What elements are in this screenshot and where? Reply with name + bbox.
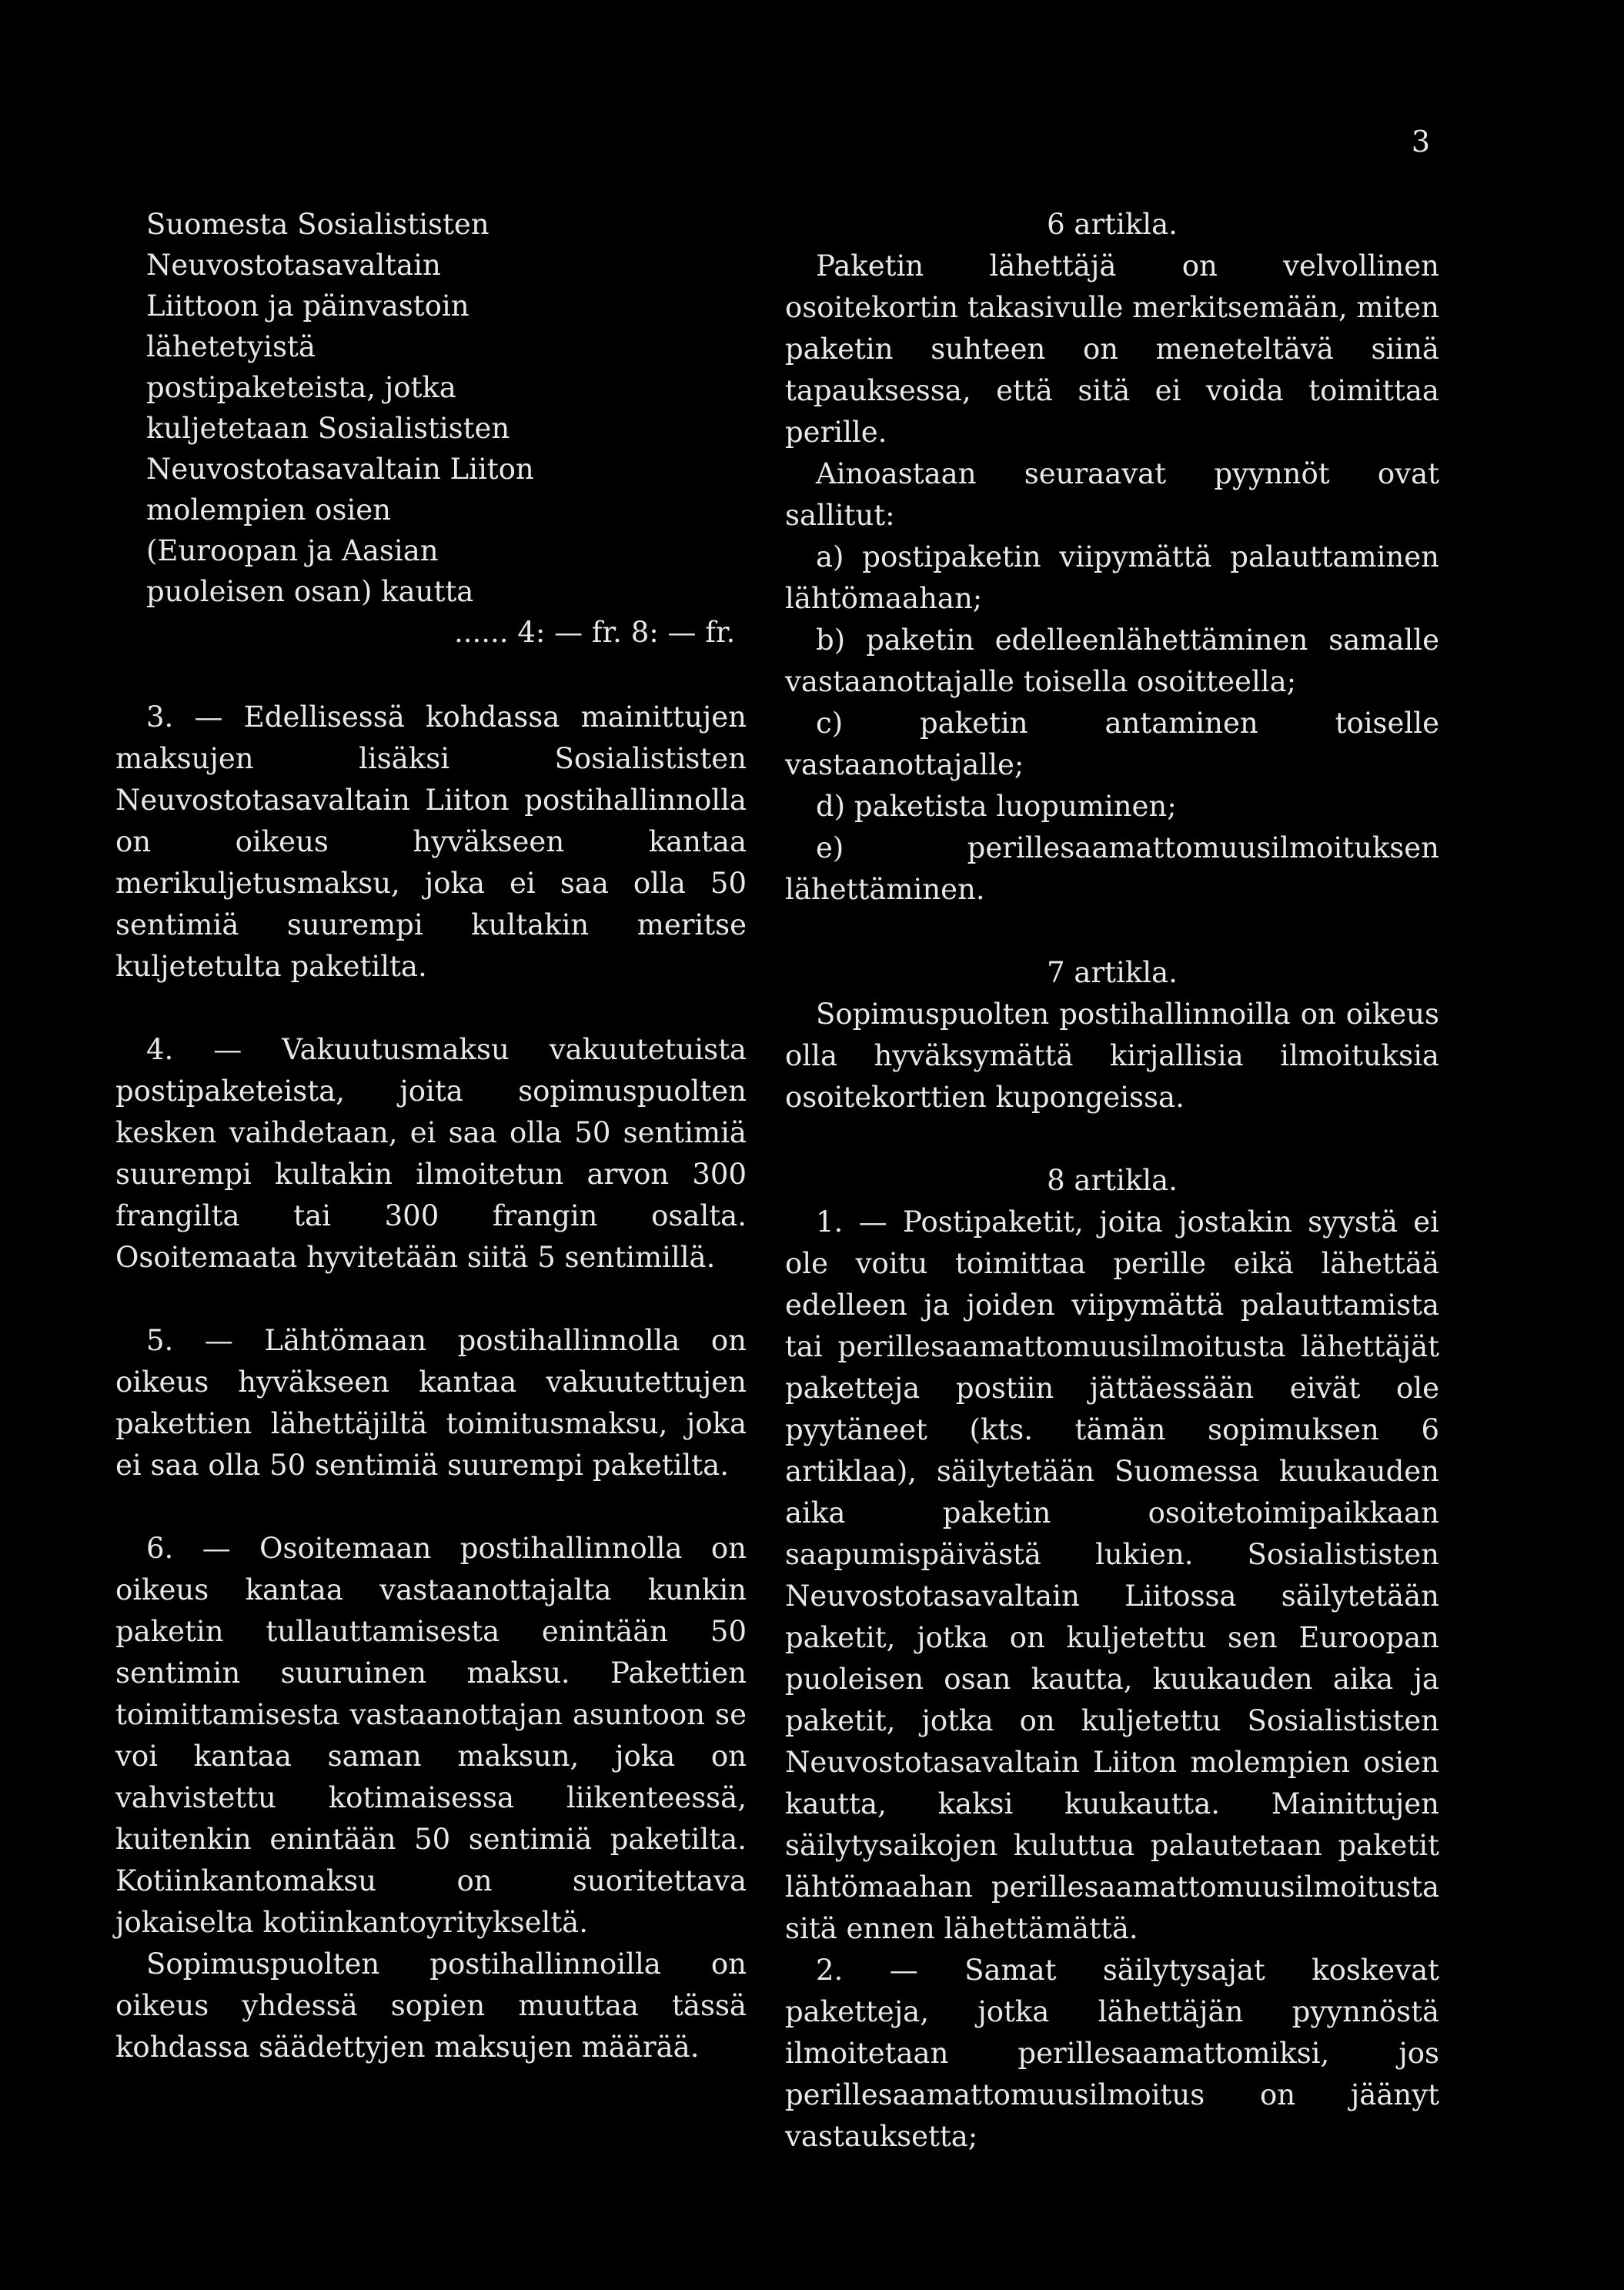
article-6-paragraph-1: Paketin lähettäjä on velvollinen osoitekortin takasivulle merkitsemään, miten paketin suhteen on meneteltävä siinä tapauksessa, että sitä ei voida toimittaa perille.	[785, 249, 1439, 449]
article-6-item-c: c) paketin antaminen toiselle vastaanottajalle;	[785, 707, 1439, 781]
left-column	[115, 204, 747, 2068]
tariff-amounts: ...... 4: — fr. 8: — fr.	[454, 616, 736, 649]
article-8-title: 8 artikla.	[1047, 1164, 1178, 1197]
article-6-item-a: a) postipaketin viipymättä palauttaminen lähtömaahan;	[785, 540, 1439, 615]
page-number: 3	[1411, 125, 1430, 159]
article-6-item-b: b) paketin edelleenlähettäminen samalle vastaanottajalle toisella osoitteella;	[785, 623, 1439, 698]
right-column	[785, 204, 1439, 2158]
article-6-paragraph-2: Ainoastaan seuraavat pyynnöt ovat sallitut:	[785, 457, 1439, 532]
article-6-item-e: e) perillesaamattomuusilmoituksen lähettäminen.	[785, 831, 1439, 906]
tariff-description: Suomesta Sosialististen Neuvostotasavaltain Liittoon ja päinvastoin lähetetyistä postipaketeista, jotka kuljetetaan Sosialististen Neuvostotasavaltain Liiton molempien osien (Euroopan ja Aasian puoleisen osan) kautta	[146, 208, 534, 608]
article-8-paragraph-2: 2. — Samat säilytysajat koskevat paketteja, jotka lähettäjän pyynnöstä ilmoitetaan perillesaamattomiksi, jos perillesaamattomuusilmoitus on jäänyt vastauksetta;	[785, 1954, 1439, 2153]
paragraph-6: 6. — Osoitemaan postihallinnolla on oikeus kantaa vastaanottajalta kunkin paketin tullauttamisesta enintään 50 sentimin suuruinen maksu. Pakettien toimittamisesta vastaanottajan asuntoon se voi kantaa saman maksun, joka on vahvistettu kotimaisessa liikenteessä, kuitenkin enintään 50 sentimiä paketilta. Kotiinkantomaksu on suoritettava jokaiselta kotiinkantoyritykseltä.	[115, 1532, 747, 1939]
article-7-paragraph-1: Sopimuspuolten postihallinnoilla on oikeus olla hyväksymättä kirjallisia ilmoituksia osoitekorttien kupongeissa.	[785, 998, 1439, 1114]
article-7-title: 7 artikla.	[1047, 956, 1178, 989]
article-6-title: 6 artikla.	[1047, 208, 1178, 241]
paragraph-7: Sopimuspuolten postihallinnoilla on oikeus yhdessä sopien muuttaa tässä kohdassa säädettyjen maksujen määrää.	[115, 1947, 747, 2064]
tariff-row	[115, 204, 747, 655]
paragraph-3: 3. — Edellisessä kohdassa mainittujen maksujen lisäksi Sosialististen Neuvostotasavaltain Liiton postihallinnolla on oikeus hyväkseen kantaa merikuljetusmaksu, joka ei saa olla 50 sentimiä suurempi kultakin meritse kuljetetulta paketilta.	[115, 700, 747, 983]
article-6-item-d: d) paketista luopuminen;	[816, 790, 1177, 823]
paragraph-5: 5. — Lähtömaan postihallinnolla on oikeus hyväkseen kantaa vakuutettujen pakettien lähettäjiltä toimitusmaksu, joka ei saa olla 50 sentimiä suurempi paketilta.	[115, 1324, 747, 1482]
article-8-paragraph-1: 1. — Postipaketit, joita jostakin syystä ei ole voitu toimittaa perille eikä lähettää edelleen ja joiden viipymättä palauttamista tai perillesaamattomuusilmoitusta lähettäjät paketteja postiin jättäessään eivät ole pyytäneet (kts. tämän sopimuksen 6 artiklaa), säilytetään Suomessa kuukauden aika paketin osoitetoimipaikkaan saapumispäivästä lukien. Sosialististen Neuvostotasavaltain Liitossa säilytetään paketit, jotka on kuljetettu sen Euroopan puoleisen osan kautta, kuukauden aika ja paketit, jotka on kuljetettu Sosialististen Neuvostotasavaltain Liiton molempien osien kautta, kaksi kuukautta. Mainittujen säilytysaikojen kuluttua palautetaan paketit lähtömaahan perillesaamattomuusilmoitusta sitä ennen lähettämättä.	[785, 1205, 1439, 1945]
paragraph-4: 4. — Vakuutusmaksu vakuutetuista postipaketeista, joita sopimuspuolten kesken vaihdetaan, ei saa olla 50 sentimiä suurempi kultakin ilmoitetun arvon 300 frangilta tai 300 frangin osalta. Osoitemaata hyvitetään siitä 5 sentimillä.	[115, 1033, 747, 1274]
